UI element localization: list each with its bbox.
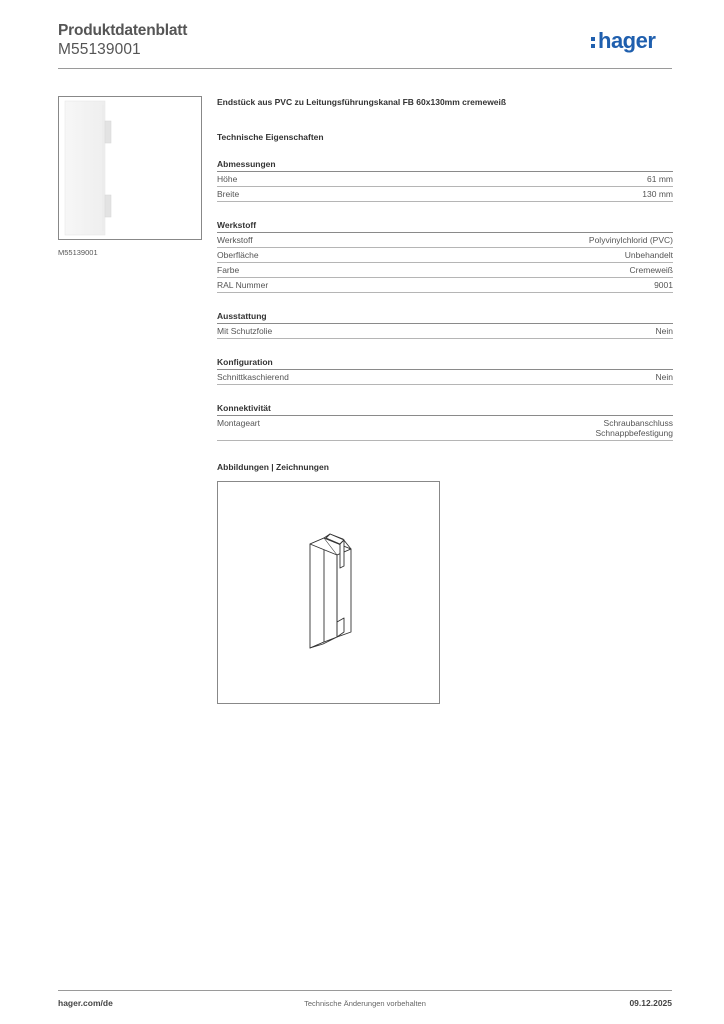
property-row [217, 172, 673, 187]
property-label: RAL Nummer [217, 280, 269, 290]
property-row [217, 370, 673, 385]
property-value: 61 mm [647, 174, 673, 184]
section-abmessungen [217, 159, 673, 202]
hager-logo [590, 28, 672, 54]
main-content [217, 96, 673, 704]
property-label: Montageart [217, 418, 260, 428]
document-number: M55139001 [58, 41, 141, 58]
property-value: Polyvinylchlorid (PVC) [588, 235, 673, 245]
footer-date: 09.12.2025 [629, 998, 672, 1008]
section-title: Abmessungen [217, 159, 673, 172]
end-piece-drawing [218, 482, 439, 703]
footer-notice: Technische Änderungen vorbehalten [304, 999, 426, 1008]
property-label: Farbe [217, 265, 240, 275]
section-title: Werkstoff [217, 220, 673, 233]
page-header [58, 20, 672, 69]
product-photo [58, 96, 202, 240]
property-row [217, 248, 673, 263]
property-value: Schnappbefestigung [595, 428, 673, 438]
section-title: Ausstattung [217, 311, 673, 324]
property-value: 9001 [654, 280, 673, 290]
section-ausstattung [217, 311, 673, 339]
property-row [217, 187, 673, 202]
logo-text: hager [598, 28, 656, 53]
property-value-group [595, 418, 673, 438]
footer-website: hager.com/de [58, 998, 113, 1008]
property-row [217, 233, 673, 248]
property-label: Oberfläche [217, 250, 259, 260]
section-werkstoff [217, 220, 673, 293]
property-row [217, 278, 673, 293]
property-value: Schraubanschluss [603, 418, 673, 428]
section-title: Konfiguration [217, 357, 673, 370]
property-label: Schnittkaschierend [217, 372, 289, 382]
product-photo-caption: M55139001 [58, 248, 98, 257]
property-value: Nein [655, 372, 673, 382]
properties-title: Technische Eigenschaften [217, 132, 324, 142]
section-konfiguration [217, 357, 673, 385]
section-title: Konnektivität [217, 403, 673, 416]
product-image-panel [58, 96, 202, 257]
property-value: Unbehandelt [624, 250, 673, 260]
property-label: Breite [217, 189, 240, 199]
property-row [217, 324, 673, 339]
product-title: Endstück aus PVC zu Leitungsführungskanal FB 60x130mm cremeweiß [217, 97, 507, 107]
section-konnektivitaet [217, 403, 673, 441]
property-row [217, 416, 673, 441]
property-label: Mit Schutzfolie [217, 326, 273, 336]
drawings-title: Abbildungen | Zeichnungen [217, 462, 329, 472]
property-label: Höhe [217, 174, 238, 184]
property-row [217, 263, 673, 278]
property-value: Nein [655, 326, 673, 336]
property-label: Werkstoff [217, 235, 253, 245]
property-value: 130 mm [642, 189, 673, 199]
technical-drawing [217, 481, 440, 704]
property-value: Cremeweiß [629, 265, 673, 275]
page-footer [58, 990, 672, 1015]
document-title: Produktdatenblatt [58, 22, 188, 39]
